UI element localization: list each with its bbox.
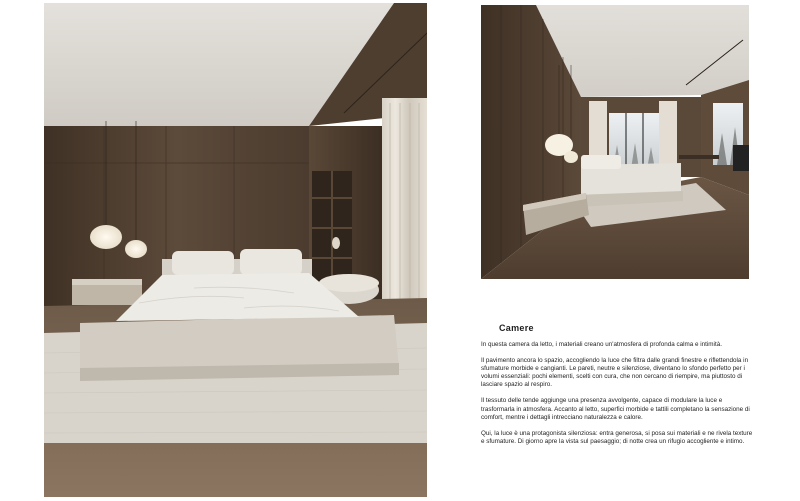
article-title: Camere [499,323,534,333]
bedroom-window-photo [481,5,749,279]
article [481,323,756,454]
article-paragraph-2: Il pavimento ancora lo spazio, accogliendo la luce che filtra dalle grandi finestre e riflettendola in sfumature morbide e cangianti. Le pareti, neutre e silenziose, diventano lo sfondo perfetto per i volumi essenziali: pochi elementi, scelti con cura, che non cercano di riempire, ma piuttosto di lasciare spazio al respiro. [481,357,749,389]
article-paragraph-3: Il tessuto delle tende aggiunge una presenza avvolgente, capace di modulare la luce e trasformarla in atmosfera. Accanto al letto, superfici morbide e tattili completano la sensazione di comfort, mentre i dettagli intrecciano naturalezza e calore. [481,397,750,421]
article-paragraph-1: In questa camera da letto, i materiali creano un'atmosfera di profonda calma e intimità. [481,341,722,348]
article-paragraph-4: Qui, la luce è una protagonista silenziosa: entra generosa, si posa sui materiali e ne rivela texture e sfumature. Di giorno apre la vista sul paesaggio; di notte crea un rifugio accogliente e intimo. [481,429,753,445]
bedroom-wide-photo [44,3,427,497]
